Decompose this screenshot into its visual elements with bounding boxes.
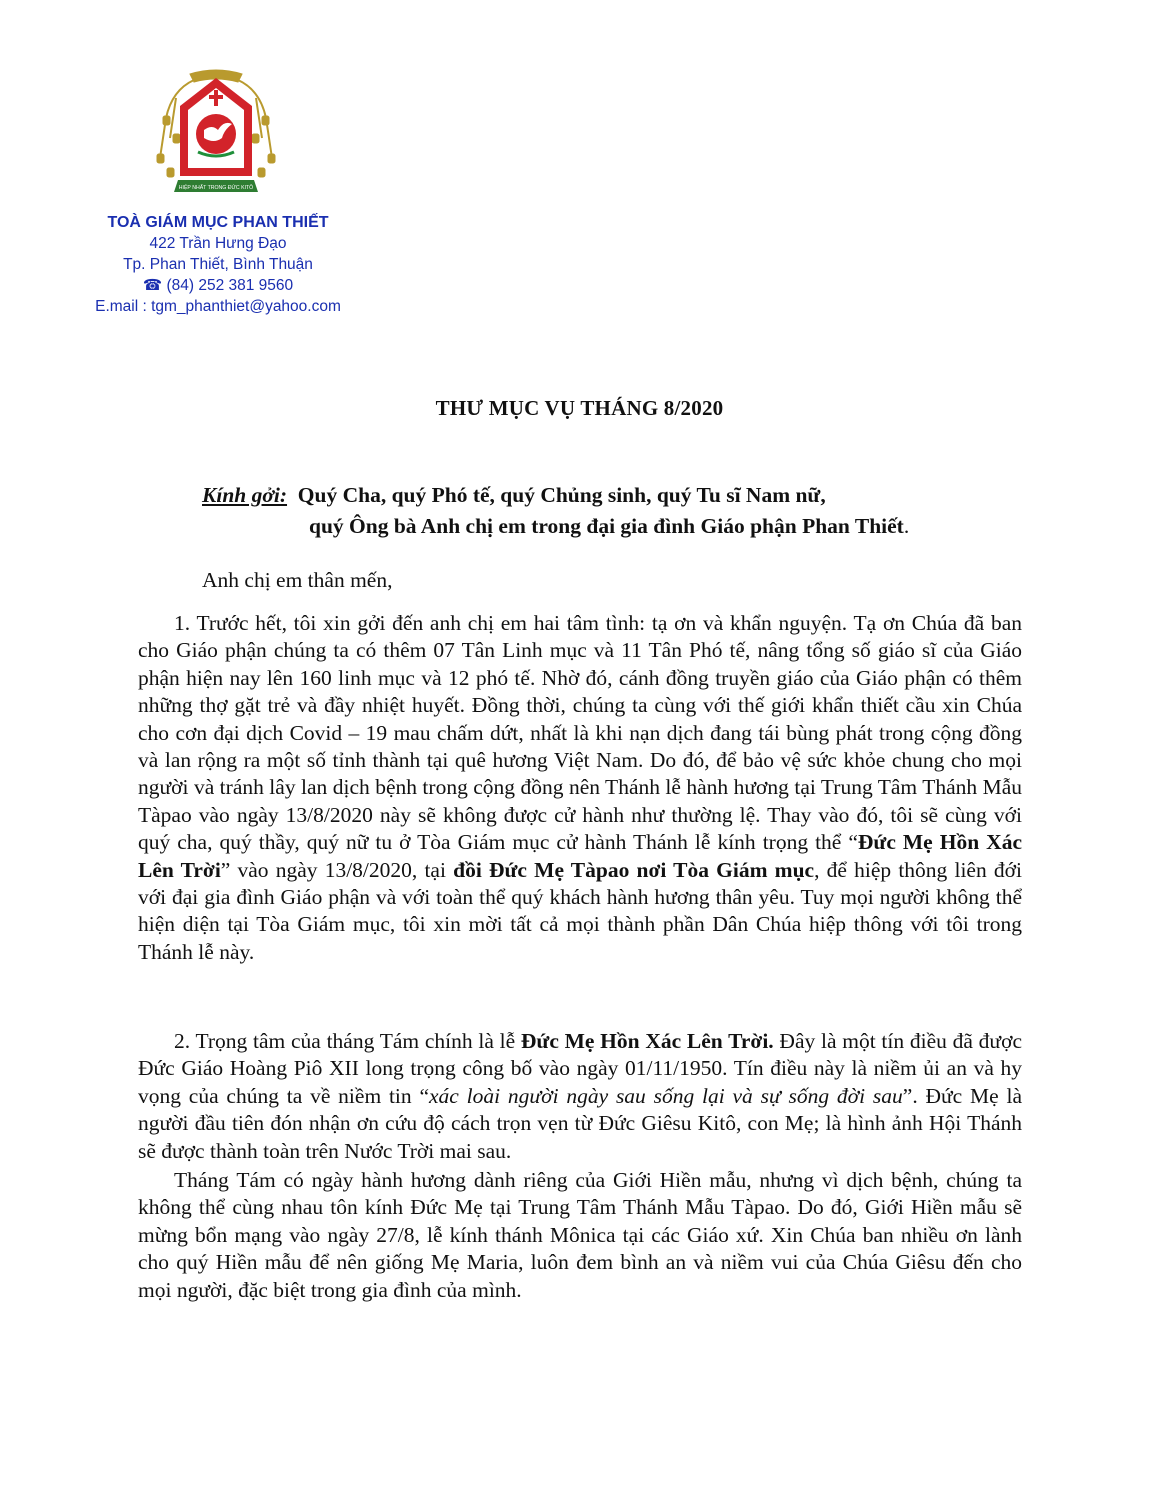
salutation-label: Kính gởi:: [202, 483, 288, 507]
email: E.mail : tgm_phanthiet@yahoo.com: [95, 298, 341, 315]
salutation-line-2: quý Ông bà Anh chị em trong đại gia đình Giáo phận Phan Thiết: [309, 514, 904, 538]
salutation: Kính gởi: Quý Cha, quý Phó tế, quý Chủng sinh, quý Tu sĩ Nam nữ, quý Ông bà Anh chị em trong đại gia đình Giáo phận Phan Thiết.: [202, 483, 910, 538]
salutation-line-1: Quý Cha, quý Phó tế, quý Chủng sinh, quý Tu sĩ Nam nữ,: [297, 483, 826, 507]
city: Tp. Phan Thiết, Bình Thuận: [123, 256, 313, 273]
phone-icon: ☎: [142, 277, 163, 294]
paragraph-3: Tháng Tám có ngày hành hương dành riêng của Giới Hiền mẫu, nhưng vì dịch bệnh, chúng ta không thể cùng nhau tôn kính Đức Mẹ tại Trung Tâm Thánh Mẫu Tàpao. Do đó, Giới Hiền mẫu sẽ mừng bổn mạng vào ngày 27/8, lễ kính thánh Mônica tại các Giáo xứ. Xin Chúa ban nhiều ơn lành cho quý Hiền mẫu để nên giống Mẹ Maria, luôn đem bình an và niềm vui của Chúa Giêsu đến cho mọi người, đặc biệt trong gia đình của mình.: [138, 1168, 1022, 1302]
phone-line: [70, 275, 366, 296]
paragraph-1: 1. Trước hết, tôi xin gởi đến anh chị em hai tâm tình: tạ ơn và khẩn nguyện. Tạ ơn Chúa đã ban cho Giáo phận chúng ta có thêm 07 Tân Linh mục và 11 Tân Phó tế, nâng tổng số giáo sĩ của Giáo phận hiện nay lên 160 linh mục và 12 phó tế. Nhờ đó, cánh đồng truyền giáo của Giáo phận có thêm những thợ gặt trẻ và đầy nhiệt huyết. Đồng thời, chúng ta cùng với thế giới khẩn thiết cầu xin Chúa cho cơn đại dịch Covid – 19 mau chấm dứt, nhất là khi nạn dịch đang tái bùng phát trong cộng đồng và lan rộng ra một số tỉnh thành tại quê hương Việt Nam. Do đó, để bảo vệ sức khỏe chung cho mọi người và tránh lây lan dịch bệnh trong cộng đồng nên Thánh lễ hành hương tại Trung Tâm Thánh Mẫu Tàpao vào ngày 13/8/2020 này sẽ không được cử hành như thường lệ. Thay vào đó, tôi sẽ cùng với quý cha, quý thầy, quý nữ tu ở Tòa Giám mục cử hành Thánh lễ kính trọng thể “Đức Mẹ Hồn Xác Lên Trời” vào ngày 13/8/2020, tại đồi Đức Mẹ Tàpao nơi Tòa Giám mục, để hiệp thông liên đới với đại gia đình Giáo phận và với toàn thể quý khách hành hương thân yêu. Tuy mọi người không thể hiện diện tại Tòa Giám mục, tôi xin mời tất cả mọi thành phần Dân Chúa hiệp thông với tôi trong Thánh lễ này.: [138, 611, 1022, 964]
phone-number: (84) 252 381 9560: [166, 277, 294, 294]
letter-title: THƯ MỤC VỤ THÁNG 8/2020: [435, 396, 724, 420]
paragraph-2: 2. Trọng tâm của tháng Tám chính là lễ Đức Mẹ Hồn Xác Lên Trời. Đây là một tín điều đã được Đức Giáo Hoàng Piô XII long trọng công bố vào ngày 01/11/1950. Tín điều này là niềm ủi an và hy vọng của chúng ta về niềm tin “xác loài người ngày sau sống lại và sự sống đời sau”. Đức Mẹ là người đầu tiên đón nhận ơn cứu độ cách trọn vẹn từ Đức Giêsu Kitô, con Mẹ; là hình ảnh Hội Thánh sẽ được thành toàn trên Nước Trời mai sau.: [138, 1029, 1022, 1163]
letterhead: [70, 212, 366, 317]
greeting: Anh chị em thân mến,: [202, 568, 393, 592]
org-name: TOÀ GIÁM MỤC PHAN THIẾT: [107, 214, 329, 231]
logo-ribbon-text: HIỆP NHẤT TRONG ĐỨC KITÔ: [178, 185, 254, 191]
address: 422 Trần Hưng Đạo: [149, 235, 287, 252]
diocese-coat-of-arms-logo: [152, 68, 280, 200]
